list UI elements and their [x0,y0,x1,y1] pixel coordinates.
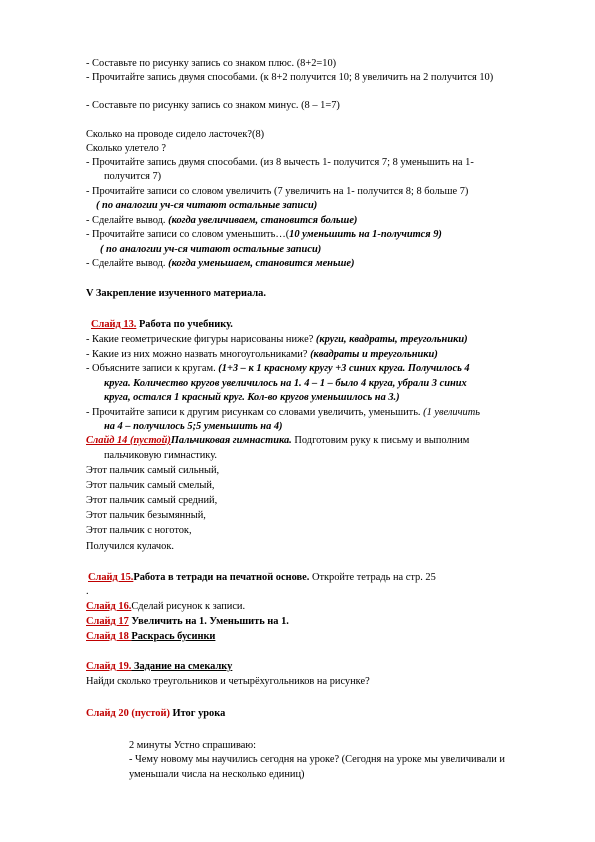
text-line: Этот пальчик с ноготок, [86,525,192,536]
text-line: Сколько улетело ? [86,143,167,154]
text-line: - Прочитайте запись двумя способами. (к 8+2 получится 10; 8 увеличить на 2 получится 10) [86,72,494,83]
text-line: Этот пальчик самый смелый, [86,480,215,491]
text-line: круга, остался 1 красный круг. Кол-во кругов уменьшилось на 3.) [104,392,400,403]
text-line: Этот пальчик самый сильный, [86,465,220,476]
slide-heading [88,571,436,586]
text-run: (квадраты и треугольники) [310,349,438,360]
text-line: - Прочитайте запись двумя способами. (из 8 вычесть 1- получится 7; 8 уменьшить на 1- [86,157,474,168]
text-run: (1 увеличить [423,407,480,418]
text-run: Итог урока [169,708,226,719]
text-line: на 4 – получилось 5;5 уменьшить на 4) [104,421,283,432]
text-run: - Объясните записи к кругам. [86,363,219,374]
text-line: . [86,586,89,597]
slide-label: Слайд 19. [86,661,132,672]
text-run: Сделай рисунок к записи. [131,601,246,612]
text-run: (когда уменьшаем, становится меньше) [168,258,355,269]
text-line: - Составьте по рисунку запись со знаком минус. (8 – 1=7) [86,100,340,111]
text-line: - Чему новому мы научились сегодня на уроке? (Сегодня на уроке мы увеличивали и [129,754,505,765]
text-line: - Составьте по рисунку запись со знаком плюс. (8+2=10) [86,58,337,69]
text-line: ( по аналогии уч-ся читают остальные записи) [96,200,318,211]
section-heading: V Закрепление изученного материала. [86,288,266,299]
text-run: (1+3 – к 1 красному кругу +3 синих круга. Получилось 4 [218,363,470,374]
text-line: ( по аналогии уч-ся читают остальные записи) [100,244,322,255]
slide-heading [86,600,245,615]
slide-heading [86,434,469,449]
text-run: - Сделайте вывод. [86,258,169,269]
text-line: получится 7) [104,171,162,182]
text-run: Пальчиковая гимнастика. [170,435,292,446]
text-line: Найди сколько треугольников и четырёхугольников на рисунке? [86,676,370,687]
text-run: Подготовим руку к письму и выполним [291,435,470,446]
slide-label: Слайд 18 [86,631,132,642]
text-run: (круги, квадраты, треугольники) [315,334,468,345]
text-run: - Прочитайте записи к другим рисункам со словами увеличить, уменьшить. [86,407,424,418]
text-line: 2 минуты Устно спрашиваю: [129,740,256,751]
text-run: Раскрась бусинки [131,631,216,642]
slide-label: Слайд 16. [86,601,132,612]
text-line [86,257,354,272]
slide-label: Слайд 20 (пустой) [86,708,170,719]
text-run: - Какие из них можно назвать многоугольниками? [86,349,311,360]
text-line [86,406,480,421]
slide-heading [86,615,289,630]
slide-heading [86,660,232,675]
slide-label: Слайд 13. [91,319,137,330]
text-run: Работа в тетради на печатной основе. [133,572,310,583]
text-run: - Сделайте вывод. [86,215,169,226]
slide-heading [91,318,233,333]
text-run: Работа по учебнику. [136,319,233,330]
text-run: Откройте тетрадь на стр. 25 [309,572,436,583]
text-line: - Прочитайте записи со словом увеличить (7 увеличить на 1- получится 8; 8 больше 7) [86,186,469,197]
slide-label: Слайд 15. [88,572,134,583]
text-line: Получился кулачок. [86,541,174,552]
slide-heading [86,630,215,645]
text-run: (когда увеличиваем, становится больше) [168,215,358,226]
text-line [86,214,357,229]
text-line: Этот пальчик безымянный, [86,510,206,521]
text-run: - Прочитайте записи со словом уменьшить…( [86,229,290,240]
text-line: круга. Количество кругов увеличилось на 1. 4 – 1 – было 4 круга, убрали 3 синих [104,378,467,389]
text-line: Этот пальчик самый средний, [86,495,218,506]
text-line: уменьшали числа на несколько единиц) [129,769,305,780]
text-run: 10 уменьшить на 1-получится 9) [289,229,442,240]
text-line: пальчиковую гимнастику. [104,450,217,461]
text-line [86,228,442,243]
slide-label: Слайд 17 [86,616,129,627]
slide-heading [86,707,225,722]
text-run: Увеличить на 1. Уменьшить на 1. [128,616,289,627]
text-run: - Какие геометрические фигуры нарисованы ниже? [86,334,316,345]
text-line [86,348,438,363]
text-line: Сколько на проводе сидело ласточек?(8) [86,129,265,140]
slide-label: Слайд 14 (пустой) [86,435,171,446]
text-run: Задание на смекалку [131,661,233,672]
text-line [86,362,470,377]
text-line [86,333,468,348]
